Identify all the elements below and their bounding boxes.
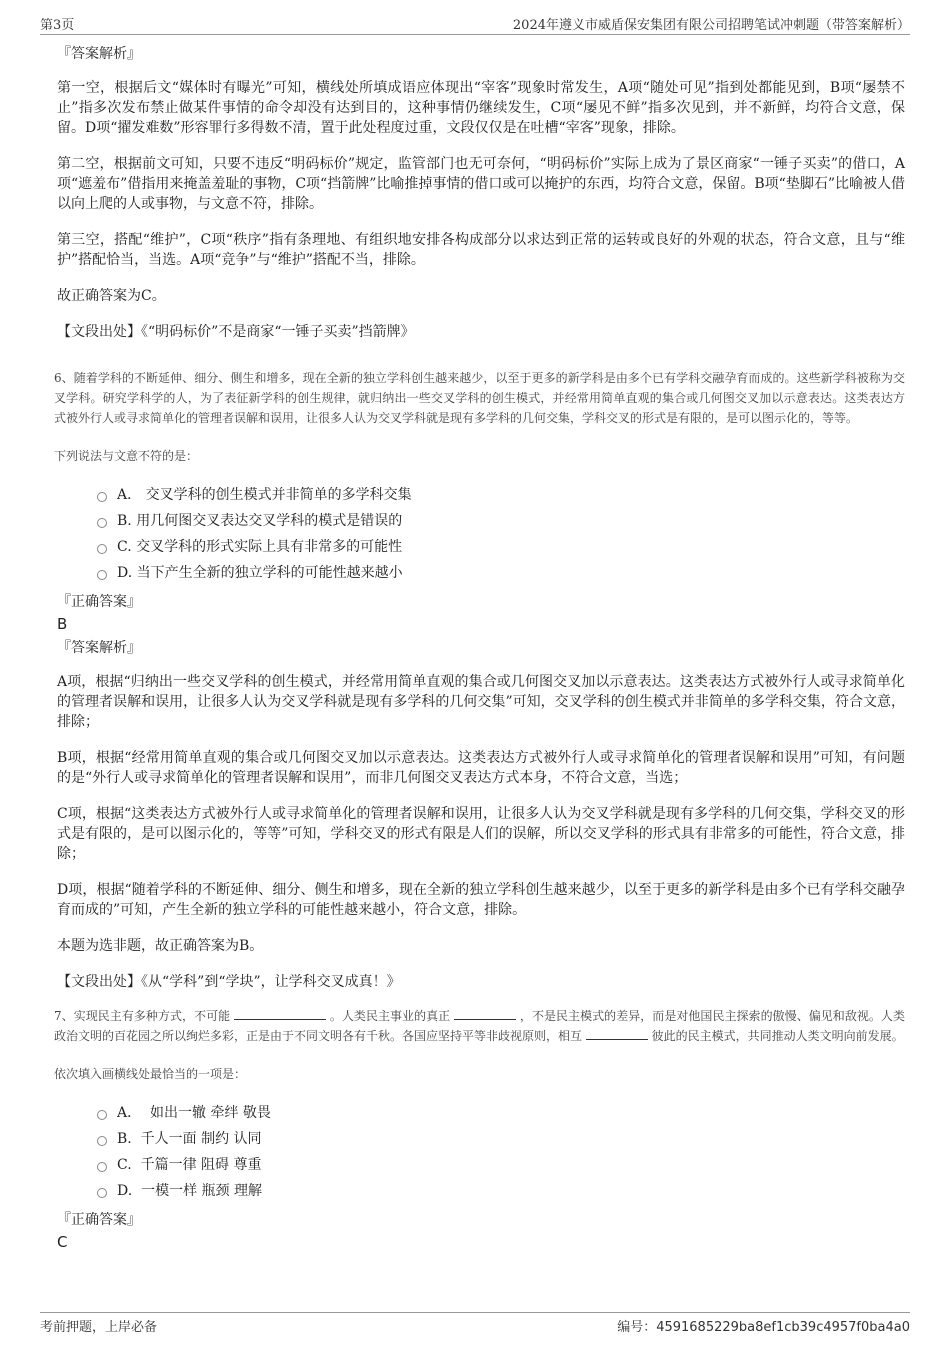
- option-text: 当下产生全新的独立学科的可能性越来越小: [136, 565, 403, 581]
- q6-prompt: 下列说法与文意不符的是：: [54, 449, 199, 463]
- page-footer: [40, 1312, 910, 1335]
- q7-option-b[interactable]: [97, 1126, 905, 1152]
- page-header: [40, 12, 910, 35]
- q7-text-part: 彼此的民主模式，共同推动人类文明向前发展。: [651, 1029, 904, 1043]
- option-letter: B.: [117, 1131, 132, 1147]
- option-letter: C.: [117, 539, 132, 555]
- q6-options: [97, 482, 905, 586]
- option-text: 千人一面 制约 认同: [140, 1131, 262, 1147]
- q6-answer: B: [57, 615, 68, 633]
- q7-prompt: 依次填入画横线处最恰当的一项是：: [54, 1067, 247, 1081]
- footer-slogan: 考前押题，上岸必备: [40, 1320, 158, 1335]
- q6-analysis-para: D项，根据“随着学科的不断延伸、细分、侧生和增多，现在全新的独立学科创生越来越少，以至于更多的新学科是由多个已有学科交融孕育而成的”可知，产生全新的独立学科的可能性越来越小，符合文意，排除。: [57, 882, 905, 918]
- option-letter: D.: [117, 1183, 133, 1199]
- fill-blank-2: [454, 1007, 516, 1020]
- q5-analysis-para: 第二空，根据前文可知，只要不违反“明码标价”规定，监管部门也无可奈何，“明码标价”实际上成为了景区商家“一锤子买卖”的借口，A项“遮羞布”借指用来掩盖羞耻的事物，C项“挡箭牌”比喻推掉事情的借口或可以掩护的东西，均符合文意，保留。B项“垫脚石”比喻被人借以向上爬的人或事物，与文意不符，排除。: [57, 156, 905, 212]
- option-text: 交叉学科的形式实际上具有非常多的可能性: [136, 539, 403, 555]
- q7-option-a[interactable]: [97, 1100, 905, 1126]
- q5-source: 【文段出处】《“明码标价”不是商家“一锤子买卖”挡箭牌》: [57, 324, 415, 340]
- footer-code-wrap: [617, 1316, 910, 1335]
- page-number: 第3页: [40, 18, 75, 33]
- option-letter: D.: [117, 565, 133, 581]
- option-letter: C.: [117, 1157, 132, 1173]
- q6-option-a[interactable]: [97, 482, 905, 508]
- radio-icon[interactable]: [97, 544, 107, 554]
- fill-blank-1: [234, 1007, 326, 1020]
- option-text: 用几何图交叉表达交叉学科的模式是错误的: [136, 513, 403, 529]
- option-letter: B.: [117, 513, 132, 529]
- q6-question-text: 6、随着学科的不断延伸、细分、侧生和增多，现在全新的独立学科创生越来越少，以至于更多的新学科是由多个已有学科交融孕育而成的。这些新学科被称为交叉学科。研究学科学的人，为了表征新学科的创生规律，就归纳出一些交叉学科的创生模式，并经常用简单直观的集合或几何图交叉加以示意表达。这类表达方式被外行人或寻求简单化的管理者误解和误用，让很多人认为交叉学科就是现有多学科的几何交集，学科交叉的形式是有限的，是可以图示化的，等等。: [54, 371, 905, 425]
- q6-analysis-para: C项，根据“这类表达方式被外行人或寻求简单化的管理者误解和误用，让很多人认为交叉学科就是现有多学科的几何交集，学科交叉的形式是有限的，是可以图示化的，等等”可知，学科交叉的形式有限是人们的误解，所以交叉学科的形式具有非常多的可能性，符合文意，排除；: [57, 806, 905, 862]
- radio-icon[interactable]: [97, 1110, 107, 1120]
- q7-option-c[interactable]: [97, 1152, 905, 1178]
- radio-icon[interactable]: [97, 492, 107, 502]
- option-letter: A．: [117, 487, 142, 503]
- q5-analysis-para: 第三空，搭配“维护”，C项“秩序”指有条理地、有组织地安排各构成部分以求达到正常的运转或良好的外观的状态，符合文意，且与“维护”搭配恰当，当选。A项“竞争”与“维护”搭配不当，排除。: [57, 232, 905, 268]
- q6-analysis-para: B项，根据“经常用简单直观的集合或几何图交叉加以示意表达。这类表达方式被外行人或寻求简单化的管理者误解和误用”可知，有问题的是“外行人或寻求简单化的管理者误解和误用”，而非几何图交叉表达方式本身，不符合文意，当选；: [57, 750, 905, 786]
- q7-options: [97, 1100, 905, 1204]
- q6-source: 【文段出处】《从“学科”到“学块”，让学科交叉成真！》: [57, 974, 401, 990]
- radio-icon[interactable]: [97, 570, 107, 580]
- q7-question-text: [54, 1006, 905, 1046]
- q6-analysis-para: A项，根据“归纳出一些交叉学科的创生模式，并经常用简单直观的集合或几何图交叉加以示意表达。这类表达方式被外行人或寻求简单化的管理者误解和误用，让很多人认为交叉学科就是现有多学科的几何交集”可知，交叉学科的创生模式并非简单的多学科交集，符合文意，排除；: [57, 674, 905, 730]
- document-title: 2024年遵义市威盾保安集团有限公司招聘笔试冲刺题（带答案解析）: [512, 18, 910, 33]
- footer-code-label: 编号：: [617, 1320, 657, 1335]
- radio-icon[interactable]: [97, 1162, 107, 1172]
- q5-analysis-para: 第一空，根据后文“媒体时有曝光”可知，横线处所填成语应体现出“宰客”现象时常发生，A项“随处可见”指到处都能见到，B项“屡禁不止”指多次发布禁止做某件事情的命令却没有达到目的，这种事情仍继续发生，C项“屡见不鲜”指多次见到，并不新鲜，均符合文意，保留。D项“擢发难数”形容罪行多得数不清，置于此处程度过重，文段仅仅是在吐槽“宰客”现象，排除。: [57, 80, 905, 136]
- q7-text-part: 7、实现民主有多种方式，不可能: [54, 1009, 231, 1023]
- fill-blank-3: [586, 1027, 648, 1040]
- q6-conclusion: 本题为选非题，故正确答案为B。: [57, 938, 264, 954]
- option-text: 千篇一律 阻碍 尊重: [140, 1157, 262, 1173]
- radio-icon[interactable]: [97, 1188, 107, 1198]
- radio-icon[interactable]: [97, 1136, 107, 1146]
- option-text: 一模一样 瓶颈 理解: [141, 1183, 262, 1199]
- option-text: 交叉学科的创生模式并非简单的多学科交集: [145, 487, 412, 503]
- q5-analysis-label: 『答案解析』: [57, 46, 141, 62]
- q7-answer: C: [57, 1233, 68, 1251]
- q6-option-c[interactable]: [97, 534, 905, 560]
- q6-option-d[interactable]: [97, 560, 905, 586]
- q6-correct-label: 『正确答案』: [57, 594, 141, 610]
- q6-analysis-label: 『答案解析』: [57, 640, 141, 656]
- q7-text-part: ，不是民主模式的差异，而是对他国民主探索的傲慢、偏见和敌视。人类政治文明的百花园之所以绚烂多彩，正是由于不同文明各有千秋。各国应坚持平等非歧视原则，相互: [54, 1009, 905, 1043]
- q7-text-part: 。人类民主事业的真正: [329, 1009, 451, 1023]
- option-letter: A．: [117, 1105, 142, 1121]
- radio-icon[interactable]: [97, 518, 107, 528]
- option-text: 如出一辙 牵绊 敬畏: [150, 1105, 271, 1121]
- q7-option-d[interactable]: [97, 1178, 905, 1204]
- footer-code: 4591685229ba8ef1cb39c4957f0ba4a0: [656, 1320, 910, 1335]
- q5-conclusion: 故正确答案为C。: [57, 288, 166, 304]
- q7-correct-label: 『正确答案』: [57, 1212, 141, 1228]
- page-content: [54, 44, 905, 1256]
- q6-option-b[interactable]: [97, 508, 905, 534]
